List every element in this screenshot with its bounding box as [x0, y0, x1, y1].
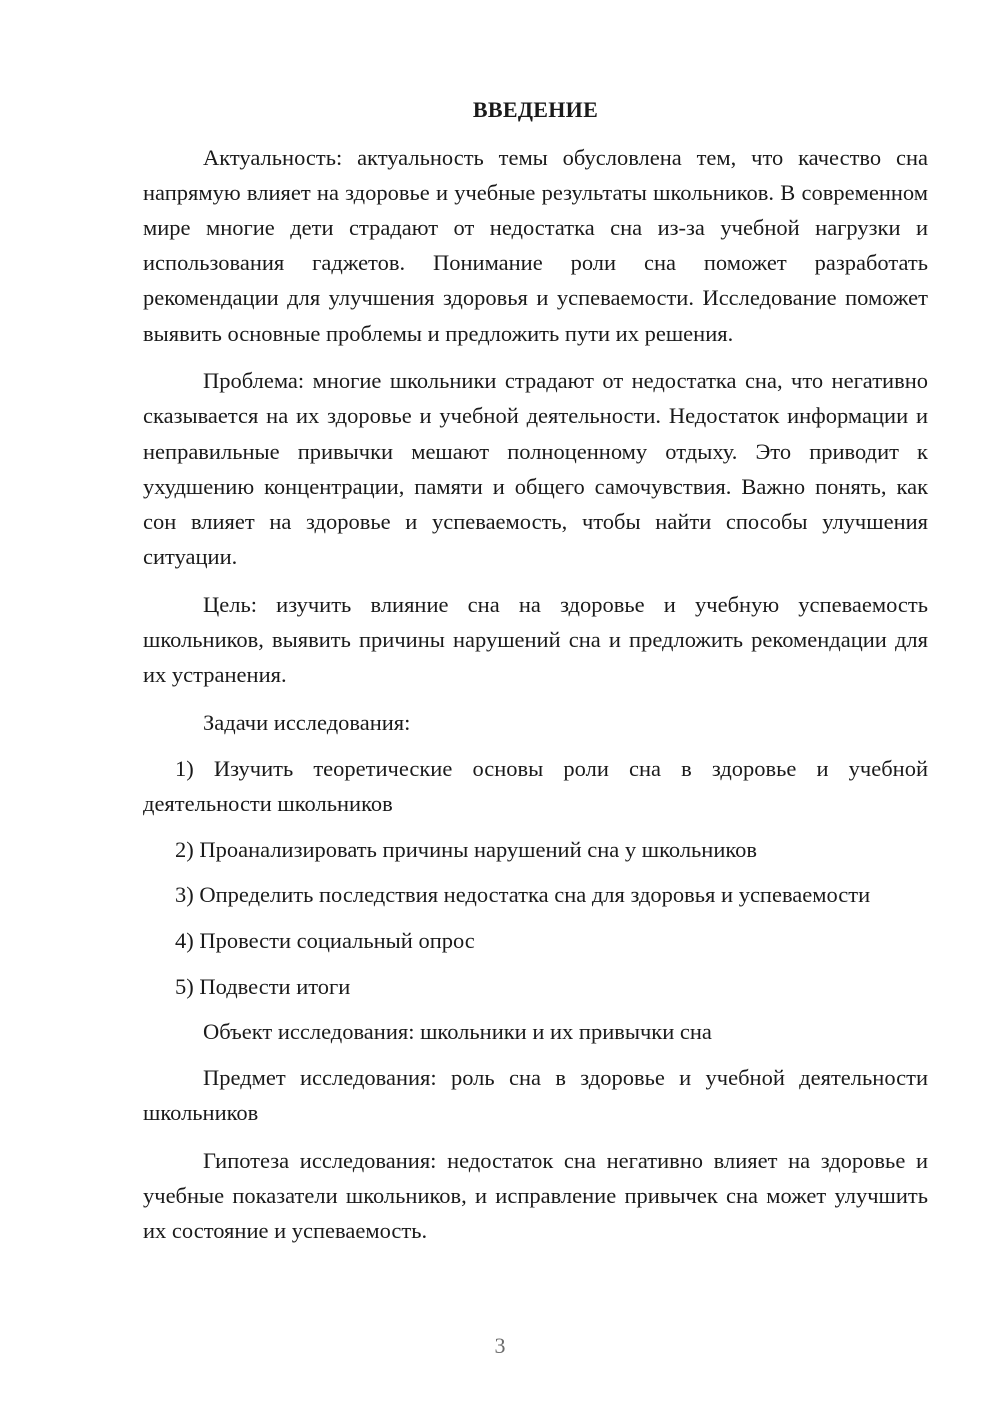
object-paragraph: Объект исследования: школьники и их привычки сна	[203, 1019, 712, 1045]
task-item: 3) Определить последствия недостатка сна для здоровья и успеваемости	[175, 882, 871, 908]
page-number: 3	[494, 1333, 506, 1358]
task-item: 1) Изучить теоретические основы роли сна в здоровье и учебной деятельности школьников	[143, 755, 928, 816]
subject-paragraph: Предмет исследования: роль сна в здоровье и учебной деятельности школьников	[143, 1065, 928, 1126]
hypothesis-paragraph: Гипотеза исследования: недостаток сна негативно влияет на здоровье и учебные показатели школьников, и исправление привычек сна может улучшить их состояние и успеваемость.	[143, 1148, 928, 1244]
task-item: 5) Подвести итоги	[175, 973, 351, 999]
problem-paragraph: Проблема: многие школьники страдают от недостатка сна, что негативно сказывается на их здоровье и учебной деятельности. Недостаток информации и неправильные привычки мешают полноценному отдыху. Это приводит к ухудшению концентрации, памяти и общего самочувствия. Важно понять, как сон влияет на здоровье и успеваемость, чтобы найти способы улучшения ситуации.	[143, 368, 928, 570]
section-heading: ВВЕДЕНИЕ	[472, 97, 599, 122]
relevance-paragraph: Актуальность: актуальность темы обусловлена тем, что качество сна напрямую влияет на здоровье и учебные результаты школьников. В современном мире многие дети страдают от недостатка сна из-за учебной нагрузки и использования гаджетов. Понимание роли сна поможет разработать рекомендации для улучшения здоровья и успеваемости. Исследование поможет выявить основные проблемы и предложить пути их решения.	[143, 144, 928, 346]
goal-paragraph: Цель: изучить влияние сна на здоровье и учебную успеваемость школьников, выявить причины нарушений сна и предложить рекомендации для их устранения.	[143, 591, 928, 688]
task-item: 4) Провести социальный опрос	[175, 928, 475, 954]
document-page	[143, 92, 928, 1249]
tasks-heading: Задачи исследования:	[203, 710, 411, 736]
task-item: 2) Проанализировать причины нарушений сна у школьников	[175, 836, 758, 862]
